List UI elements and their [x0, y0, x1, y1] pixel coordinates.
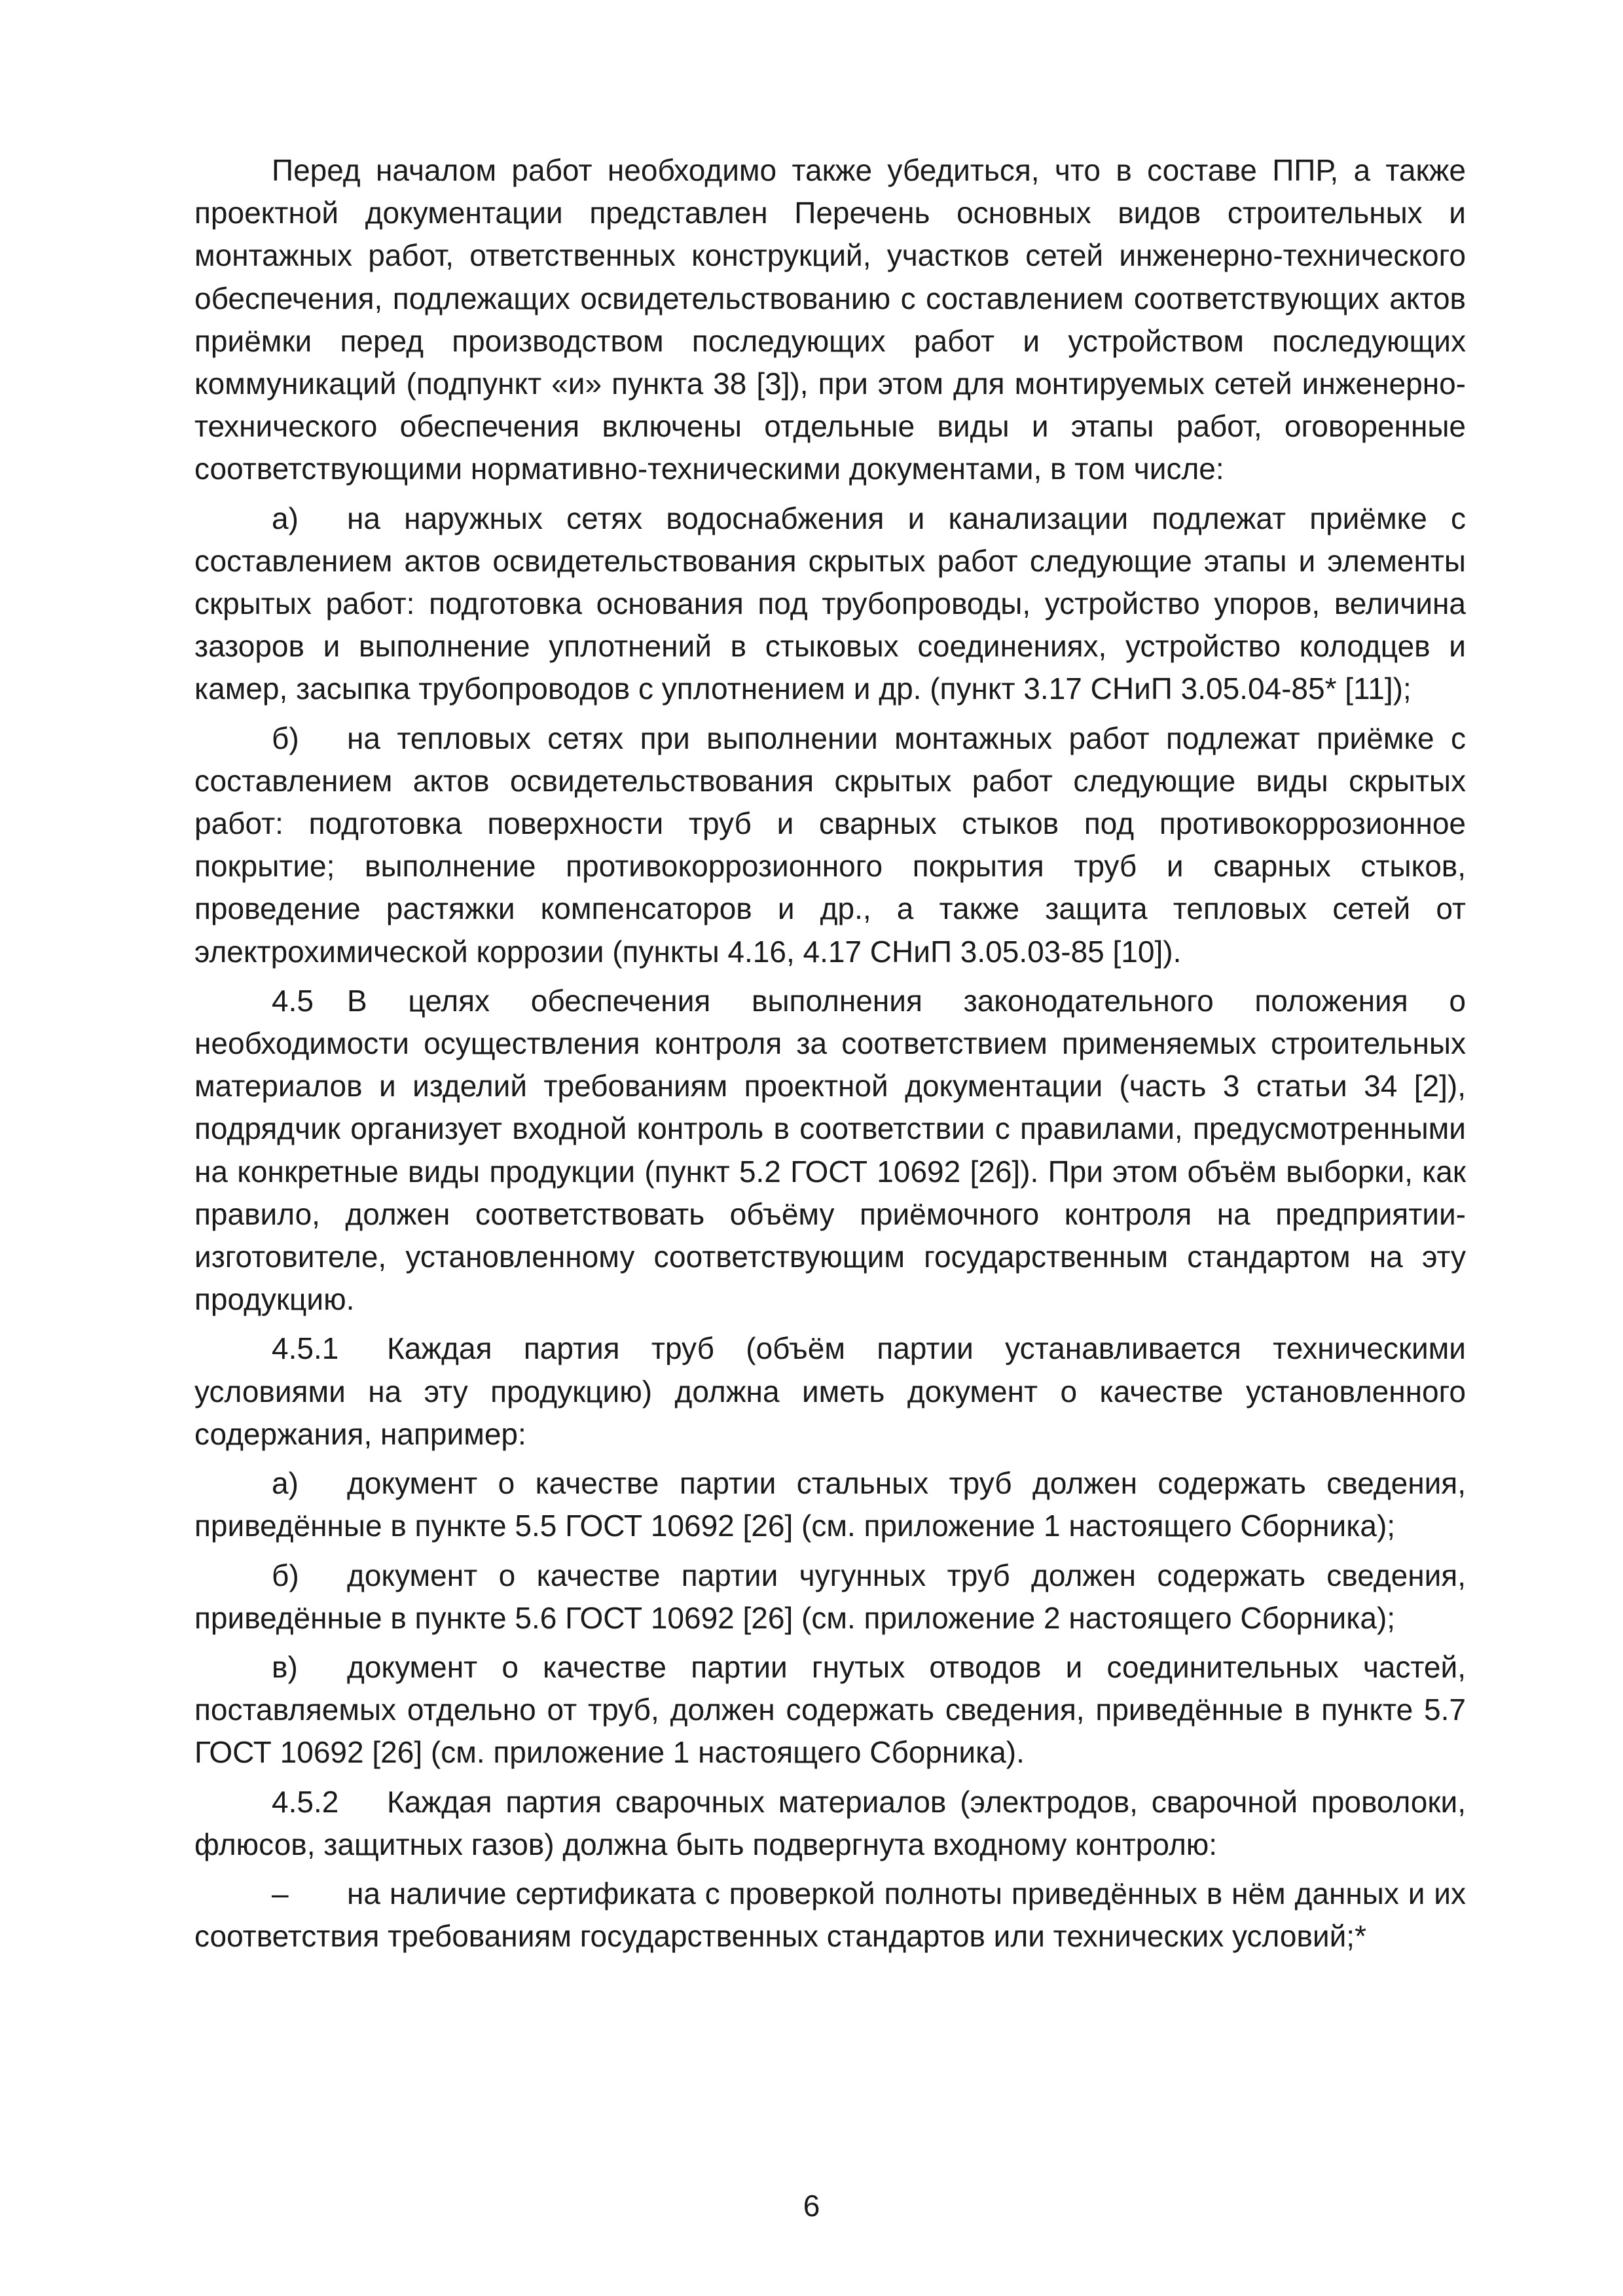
list-marker: – — [272, 1876, 289, 1910]
list-marker: в) — [272, 1649, 298, 1684]
clause-number: 4.5 — [272, 983, 314, 1018]
clause-number: 4.5.1 — [272, 1331, 339, 1366]
clause-4-5-2: 4.5.2 Каждая партия сварочных материалов (электродов, сварочной проволоки, флюсов, защитных газов) должна быть подвергнута входному контролю: — [194, 1781, 1466, 1866]
list-marker: б) — [272, 721, 299, 755]
paragraph-intro: Перед началом работ необходимо также убедиться, что в составе ППР, а также проектной документации представлен Перечень основных видов строительных и монтажных работ, ответственных конструкций, участков сетей инженерно-технического обеспечения, подлежащих освидетельствованию с составлением соответствующих актов приёмки перед производством последующих работ и устройством последующих коммуникаций (подпункт «и» пункта 38 [3]), при этом для монтируемых сетей инженерно-технического обеспечения включены отдельные виды и этапы работ, оговоренные соответствующими нормативно-техническими документами, в том числе: — [194, 153, 1466, 486]
page-number: 6 — [803, 2189, 820, 2223]
list-marker: б) — [272, 1558, 299, 1592]
list-item-dash-certificate: – на наличие сертификата с проверкой полноты приведённых в нём данных и их соответствия требованиям государственных стандартов или технических условий;* — [194, 1873, 1466, 1958]
list-item-b-cast-iron: б) документ о качестве партии чугунных труб должен содержать сведения, приведённые в пункте 5.6 ГОСТ 10692 [26] (см. приложение 2 настоящего Сборника); — [194, 1554, 1466, 1640]
list-marker: а) — [272, 501, 299, 535]
list-item-c-bends: в) документ о качестве партии гнутых отводов и соединительных частей, поставляемых отдельно от труб, должен содержать сведения, приведённые в пункте 5.7 ГОСТ 10692 [26] (см. приложение 1 настоящего Сборника). — [194, 1646, 1466, 1774]
list-item-b-heat: б) на тепловых сетях при выполнении монтажных работ подлежат приёмке с составлением актов освидетельствования скрытых работ следующие виды скрытых работ: подготовка поверхности труб и сварных стыков под противокоррозионное покрытие; выполнение противокоррозионного покрытия труб и сварных стыков, проведение растяжки компенсаторов и др., а также защита тепловых сетей от электрохимической коррозии (пункты 4.16, 4.17 СНиП 3.05.03-85 [10]). — [194, 717, 1466, 973]
document-body — [194, 149, 1466, 1964]
list-item-a-steel: а) документ о качестве партии стальных труб должен содержать сведения, приведённые в пункте 5.5 ГОСТ 10692 [26] (см. приложение 1 настоящего Сборника); — [194, 1462, 1466, 1547]
list-item-a-water: а) на наружных сетях водоснабжения и канализации подлежат приёмке с составлением актов освидетельствования скрытых работ следующие этапы и элементы скрытых работ: подготовка основания под трубопроводы, устройство упоров, величина зазоров и выполнение уплотнений в стыковых соединениях, устройство колодцев и камер, засыпка трубопроводов с уплотнением и др. (пункт 3.17 СНиП 3.05.04-85* [11]); — [194, 497, 1466, 711]
clause-4-5: 4.5 В целях обеспечения выполнения законодательного положения о необходимости осуществления контроля за соответствием применяемых строительных материалов и изделий требованиям проектной документации (часть 3 статьи 34 [2]), подрядчик организует входной контроль в соответствии с правилами, предусмотренными на конкретные виды продукции (пункт 5.2 ГОСТ 10692 [26]). При этом объём выборки, как правило, должен соответствовать объёму приёмочного контроля на предприятии-изготовителе, установленному соответствующим государственным стандартом на эту продукцию. — [194, 980, 1466, 1321]
clause-number: 4.5.2 — [272, 1784, 339, 1819]
clause-4-5-1: 4.5.1 Каждая партия труб (объём партии устанавливается техническими условиями на эту продукцию) должна иметь документ о качестве установленного содержания, например: — [194, 1327, 1466, 1456]
list-marker: а) — [272, 1466, 299, 1501]
